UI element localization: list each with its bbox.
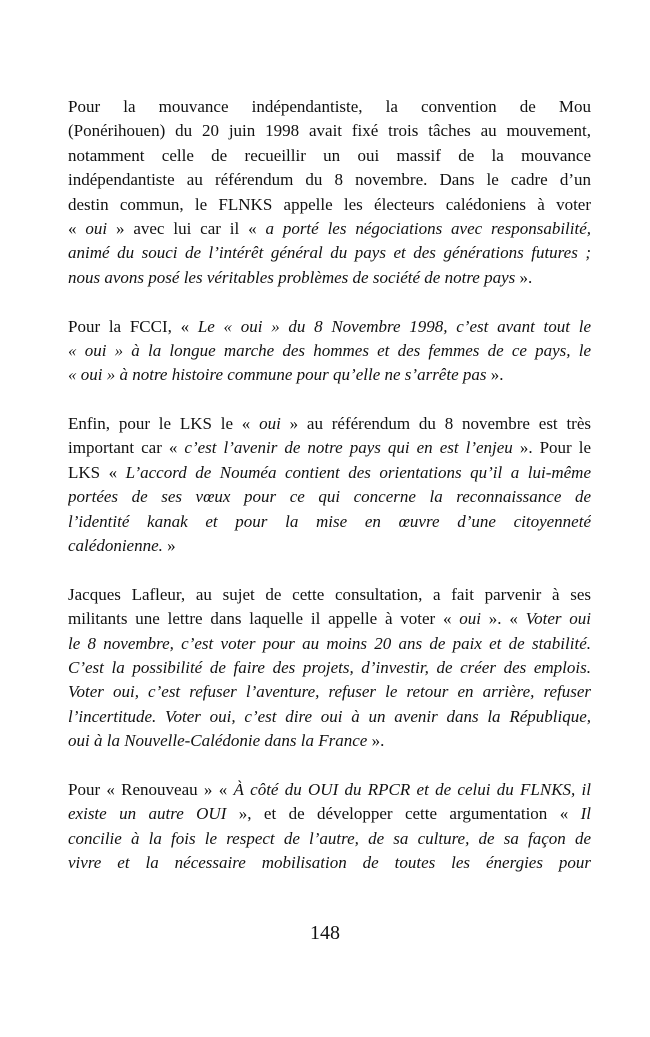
italic-quote-text: le 8 novembre, c’est voter pour au moins 20 ans de paix et de stabilité. [68, 633, 591, 653]
body-text: important car « [68, 438, 185, 458]
body-text: destin commun, le FLNKS appelle les électeurs calédoniens à voter [68, 194, 591, 214]
italic-quote-text: c’est l’avenir de notre pays qui en est l’enjeu [184, 438, 513, 458]
body-text: ». [515, 267, 533, 287]
text-line [68, 266, 591, 290]
body-text: » au référendum du 8 novembre est très [280, 414, 591, 434]
italic-quote-text: a porté les négociations avec responsabilité, [265, 218, 591, 238]
body-text: ». [486, 365, 504, 385]
text-line [68, 729, 591, 753]
italic-quote-text: animé du souci de l’intérêt général du pays et des générations futures ; [68, 243, 591, 263]
italic-quote-text: « oui » à la longue marche des hommes et des femmes de ce pays, le [68, 340, 591, 360]
italic-quote-text: l’identité kanak et pour la mise en œuvre d’une citoyenneté [68, 511, 591, 531]
text-line [68, 534, 591, 558]
text-line [68, 144, 591, 168]
paragraph [68, 315, 591, 388]
body-text: militants une lettre dans laquelle il appelle à voter « [68, 609, 460, 629]
body-text: Enfin, pour le LKS le « [68, 414, 260, 434]
italic-quote-text: vivre et la nécessaire mobilisation de toutes les énergies pour [68, 853, 591, 873]
italic-quote-text: Voter oui [525, 609, 591, 629]
paragraph [68, 95, 591, 290]
text-line [68, 119, 591, 143]
body-text: ». « [481, 609, 526, 629]
text-line [68, 802, 591, 826]
italic-quote-text: Le « oui » du 8 Novembre 1998, c’est avant tout le [197, 316, 591, 336]
italic-quote-text: Il [580, 804, 591, 824]
italic-quote-text: Voter oui, c’est refuser l’aventure, refuser le retour en arrière, refuser [68, 682, 591, 702]
text-line [68, 168, 591, 192]
text-line [68, 315, 591, 339]
italic-quote-text: l’incertitude. Voter oui, c’est dire oui à un avenir dans la République, [68, 706, 591, 726]
body-text: indépendantiste au référendum du 8 novembre. Dans le cadre d’un [68, 170, 591, 190]
body-text: Jacques Lafleur, au sujet de cette consultation, a fait parvenir à ses [68, 584, 591, 604]
page-body [68, 95, 591, 900]
italic-quote-text: oui [259, 414, 281, 434]
italic-quote-text: existe un autre OUI [68, 804, 227, 824]
italic-quote-text: « oui » à notre histoire commune pour qu’elle ne s’arrête pas [68, 365, 487, 385]
text-line [68, 412, 591, 436]
text-line [68, 632, 591, 656]
text-line [68, 827, 591, 851]
text-line [68, 461, 591, 485]
body-text: « [68, 218, 86, 238]
body-text: ». [367, 731, 385, 751]
body-text: (Ponérihouen) du 20 juin 1998 avait fixé trois tâches au mouvement, [68, 121, 591, 141]
text-line [68, 680, 591, 704]
body-text: ». Pour le [512, 438, 591, 458]
italic-quote-text: calédonienne. [68, 536, 163, 556]
italic-quote-text: À côté du OUI du RPCR et de celui du FLNKS, il [233, 779, 591, 799]
body-text: Pour la mouvance indépendantiste, la convention de Mou [68, 97, 591, 116]
body-text: Pour « Renouveau » « [68, 779, 234, 799]
body-text: » avec lui car il « [107, 218, 266, 238]
text-line [68, 193, 591, 217]
italic-quote-text: concilie à la fois le respect de l’autre, de sa culture, de sa façon de [68, 828, 591, 848]
text-line [68, 583, 591, 607]
page-number: 148 [310, 922, 340, 944]
italic-quote-text: oui [85, 218, 108, 238]
body-text: LKS « [68, 462, 126, 482]
text-line [68, 363, 591, 387]
italic-quote-text: C’est la possibilité de faire des projets, d’investir, de créer des emplois. [68, 657, 591, 677]
body-text: », et de développer cette argumentation « [226, 804, 581, 824]
text-line [68, 217, 591, 241]
text-line [68, 778, 591, 802]
italic-quote-text: portées de ses vœux pour ce qui concerne la reconnaissance de [68, 487, 591, 507]
text-line [68, 241, 591, 265]
body-text: notamment celle de recueillir un oui massif de la mouvance [68, 145, 591, 165]
text-line [68, 705, 591, 729]
text-line [68, 485, 591, 509]
paragraph [68, 412, 591, 558]
paragraph [68, 778, 591, 876]
text-line [68, 339, 591, 363]
paragraph [68, 583, 591, 754]
text-line [68, 510, 591, 534]
body-text: Pour la FCCI, « [68, 316, 198, 336]
italic-quote-text: oui [459, 609, 482, 629]
body-text: » [162, 536, 176, 556]
text-line [68, 851, 591, 875]
text-line [68, 95, 591, 119]
text-line [68, 436, 591, 460]
italic-quote-text: nous avons posé les véritables problèmes de société de notre pays [68, 267, 516, 287]
italic-quote-text: L’accord de Nouméa contient des orientations qu’il a lui-même [125, 462, 591, 482]
text-line [68, 656, 591, 680]
text-line [68, 607, 591, 631]
italic-quote-text: oui à la Nouvelle-Calédonie dans la France [68, 731, 368, 751]
